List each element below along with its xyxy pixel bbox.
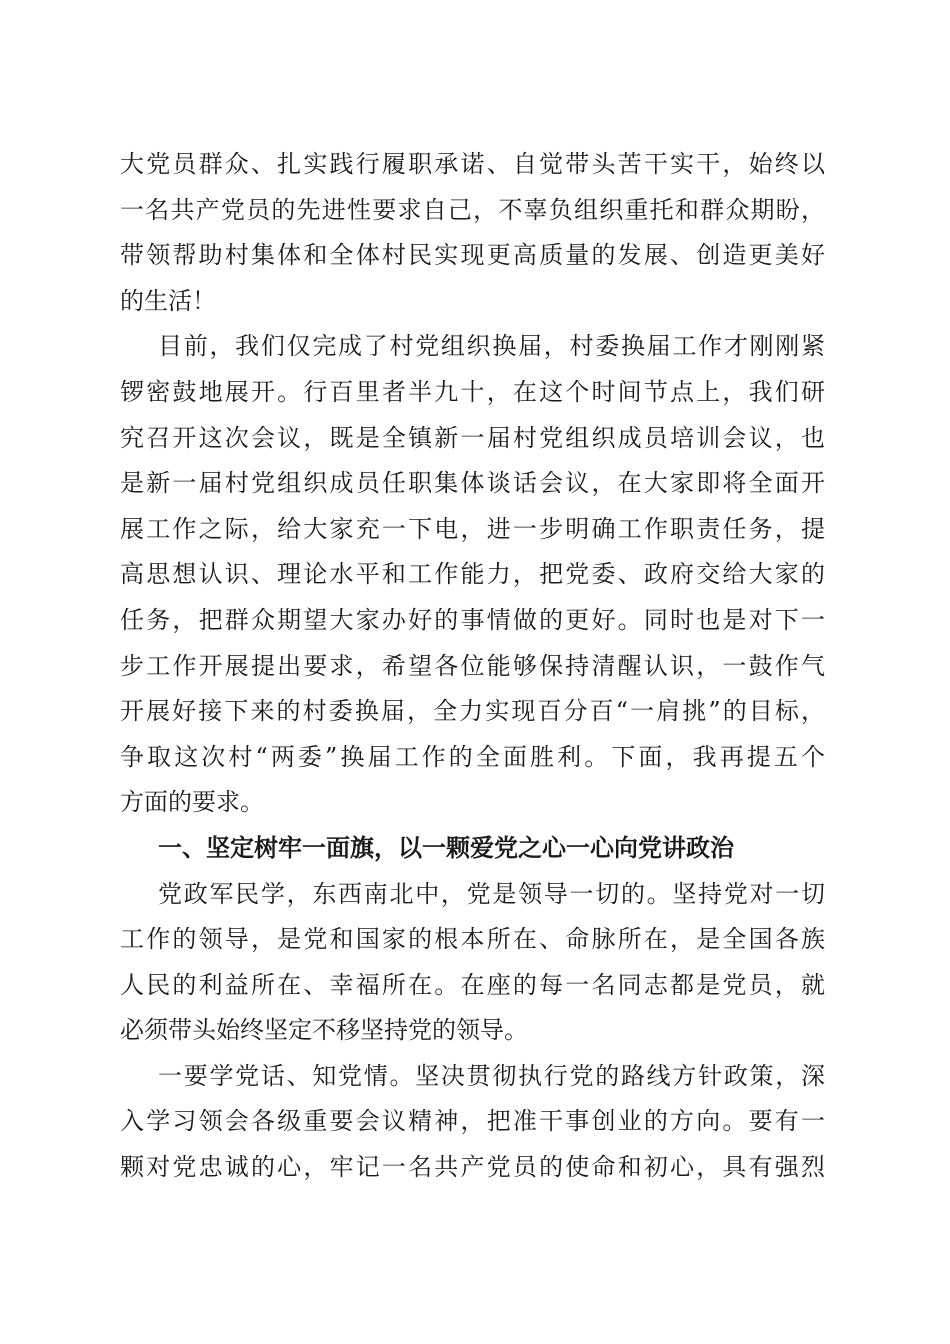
text-line: 人民的利益所在、幸福所在。在座的每一名同志都是党员，就 [120, 970, 825, 999]
text-line: 争取这次村“两委”换届工作的全面胜利。下面，我再提五个 [120, 742, 825, 771]
text-line: 究召开这次会议，既是全镇新一届村党组织成员培训会议，也 [120, 423, 825, 452]
text-line: 开展好接下来的村委换届，全力实现百分百“一肩挑”的目标， [120, 697, 825, 726]
paragraph-start-line: 党政军民学，东西南北中，党是领导一切的。坚持党对一切 [158, 879, 825, 908]
text-line: 工作的领导，是党和国家的根本所在、命脉所在，是全国各族 [120, 925, 825, 954]
text-line: 是新一届村党组织成员任职集体谈话会议，在大家即将全面开 [120, 469, 825, 498]
text-line: 任务，把群众期望大家办好的事情做的更好。同时也是对下一 [120, 605, 825, 634]
text-line: 颗对党忠诚的心，牢记一名共产党员的使命和初心，具有强烈 [120, 1153, 825, 1182]
document-body [120, 142, 825, 1191]
text-line: 入学习领会各级重要会议精神，把准干事创业的方向。要有一 [120, 1107, 825, 1136]
text-line: 锣密鼓地展开。行百里者半九十，在这个时间节点上，我们研 [120, 377, 825, 406]
text-line: 高思想认识、理论水平和工作能力，把党委、政府交给大家的 [120, 560, 825, 589]
text-line: 一名共产党员的先进性要求自己，不辜负组织重托和群众期盼， [120, 195, 825, 224]
text-line: 展工作之际，给大家充一下电，进一步明确工作职责任务，提 [120, 514, 825, 543]
text-line: 带领帮助村集体和全体村民实现更高质量的发展、创造更美好 [120, 241, 825, 270]
text-line: 的生活！ [120, 286, 216, 315]
text-line: 必须带头始终坚定不移坚持党的领导。 [120, 1016, 528, 1045]
text-line: 大党员群众、扎实践行履职承诺、自觉带头苦干实干，始终以 [120, 150, 825, 178]
paragraph-start-line: 目前，我们仅完成了村党组织换届，村委换届工作才刚刚紧 [158, 332, 825, 361]
paragraph-start-line: 一要学党话、知党情。坚决贯彻执行党的路线方针政策，深 [158, 1061, 825, 1090]
text-line: 方面的要求。 [120, 788, 264, 817]
text-line: 步工作开展提出要求，希望各位能够保持清醒认识，一鼓作气 [120, 651, 825, 680]
section-heading: 一、坚定树牢一面旗，以一颗爱党之心一心向党讲政治 [158, 833, 734, 862]
